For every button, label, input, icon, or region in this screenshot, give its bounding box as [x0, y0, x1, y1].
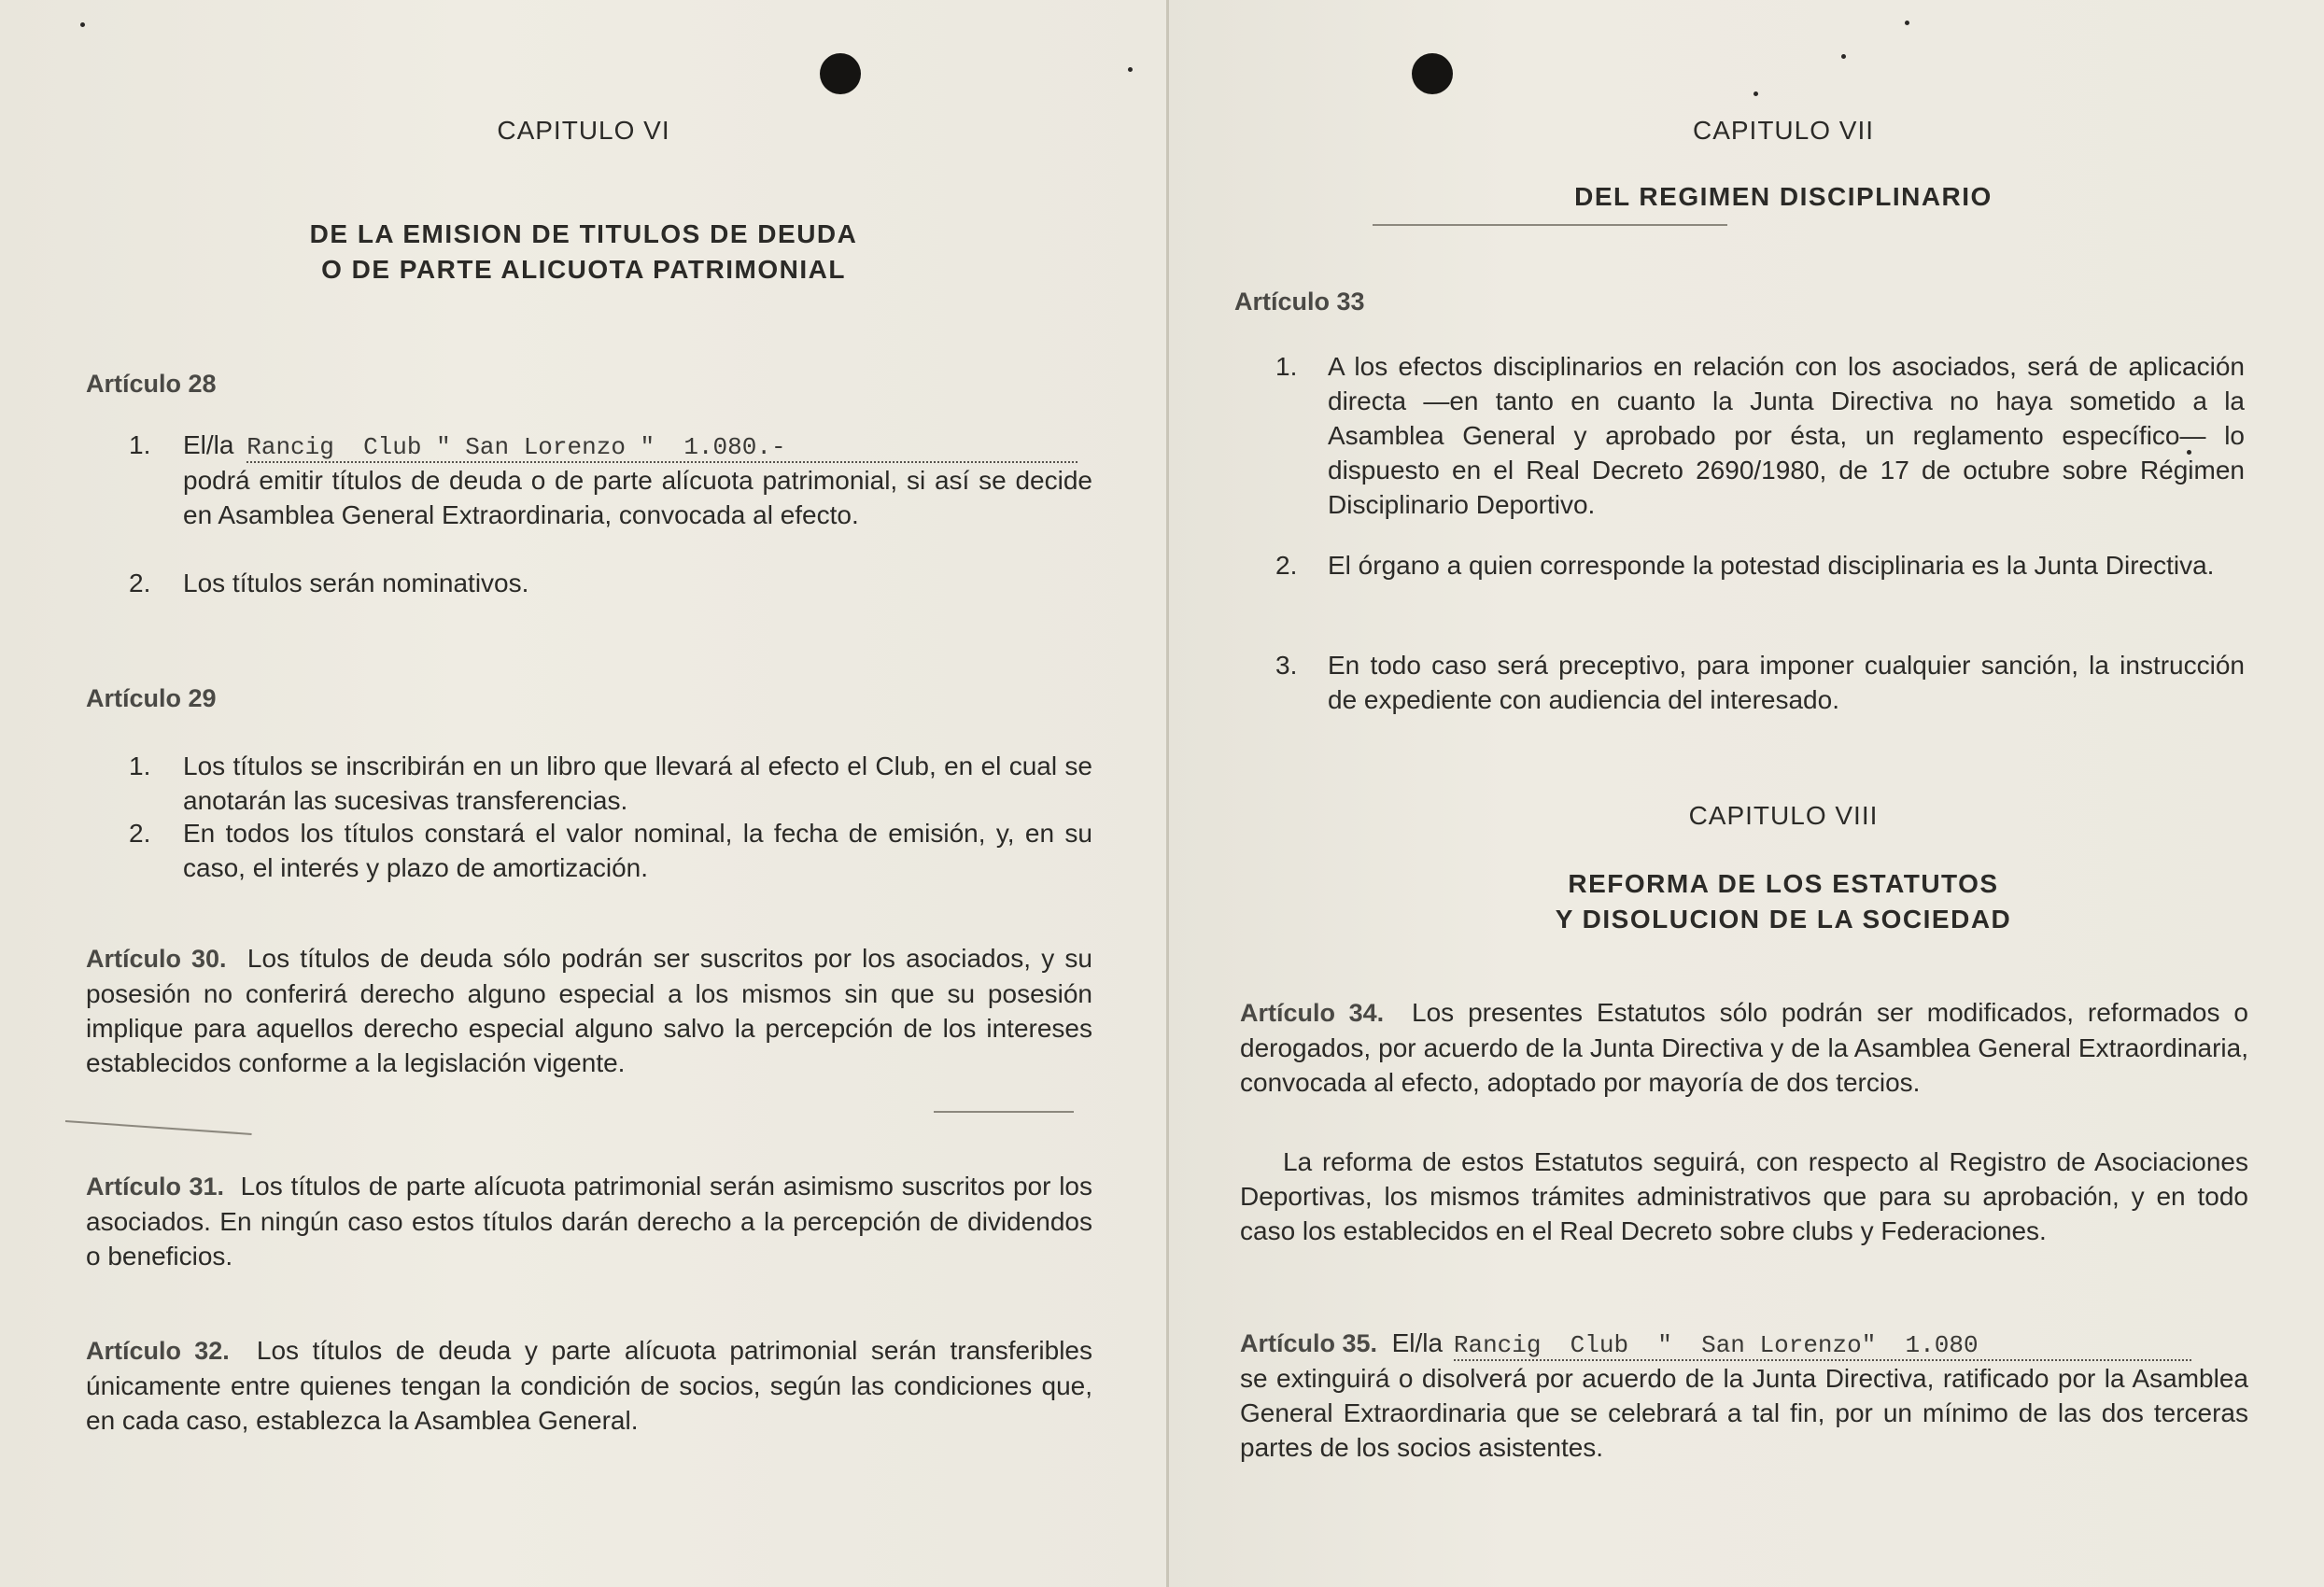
punch-hole-left — [820, 53, 861, 94]
article-paragraph: Artículo 30. Los títulos de deuda sólo podrán ser suscritos por los asociados, y su posesión no conferirá derecho alguno especial a los mismos sin que su posesión implique para aquellos derecho especial alguno salvo la percepción de los intereses establecidos conforme a la legislación vigente. — [86, 944, 1092, 1077]
article-heading: Artículo 28 — [86, 370, 217, 398]
section-heading: REFORMA DE LOS ESTATUTOS Y DISOLUCION DE LA SOCIEDAD — [1555, 869, 2012, 934]
article-paragraph: Artículo 34. Los presentes Estatutos sólo podrán ser modificados, reformados o derogados, por acuerdo de la Junta Directiva y de la Asamblea General Extraordinaria, convocada al efecto, adoptado por mayoría de dos tercios. — [1240, 998, 2248, 1097]
chapter-title: CAPITULO VII — [1692, 116, 1875, 145]
speck — [1841, 54, 1846, 59]
chapter-title: CAPITULO VIII — [1688, 801, 1879, 830]
pen-stroke — [934, 1111, 1074, 1113]
article-paragraph: La reforma de estos Estatutos seguirá, con respecto al Registro de Asociaciones Deportivas, los mismos trámites administrativos que para su aprobación, y en todo caso los establecidos en el Real Decreto sobre clubs y Federaciones. — [1240, 1147, 2248, 1245]
speck — [1128, 67, 1133, 72]
club-name-fill: Rancig Club " San Lorenzo" 1.080 — [1454, 1331, 2191, 1361]
pen-stroke — [1373, 224, 1727, 226]
speck — [1754, 91, 1758, 96]
punch-hole-right — [1412, 53, 1453, 94]
article-paragraph: Artículo 35. El/la Rancig Club " San Lorenzo" 1.080 se extinguirá o disolverá por acuerdo de la Junta Directiva, ratificado por la Asamblea General Extraordinaria que se celebrará a tal fin, por un mínimo de las dos terceras partes de los socios asistentes. — [1240, 1328, 2248, 1462]
article-heading: Artículo 29 — [86, 684, 217, 712]
article-paragraph: Artículo 32. Los títulos de deuda y parte alícuota patrimonial serán transferibles únicamente entre quienes tengan la condición de socios, según las condiciones que, en cada caso, establezca la Asamblea General. — [86, 1336, 1093, 1435]
speck — [80, 22, 85, 27]
article-heading: Artículo 33 — [1234, 288, 1365, 316]
section-heading: DE LA EMISION DE TITULOS DE DEUDA O DE PARTE ALICUOTA PATRIMONIAL — [309, 219, 858, 284]
article-paragraph: Artículo 31. Los títulos de parte alícuota patrimonial serán asimismo suscritos por los asociados. En ningún caso estos títulos darán derecho a la percepción de dividendos o beneficios. — [86, 1172, 1093, 1271]
page-fold — [1166, 0, 1169, 1587]
club-name-fill: Rancig Club " San Lorenzo " 1.080.- — [246, 433, 1077, 463]
speck — [1905, 21, 1909, 25]
chapter-title: CAPITULO VI — [497, 116, 670, 145]
section-heading: DEL REGIMEN DISCIPLINARIO — [1574, 182, 1993, 211]
